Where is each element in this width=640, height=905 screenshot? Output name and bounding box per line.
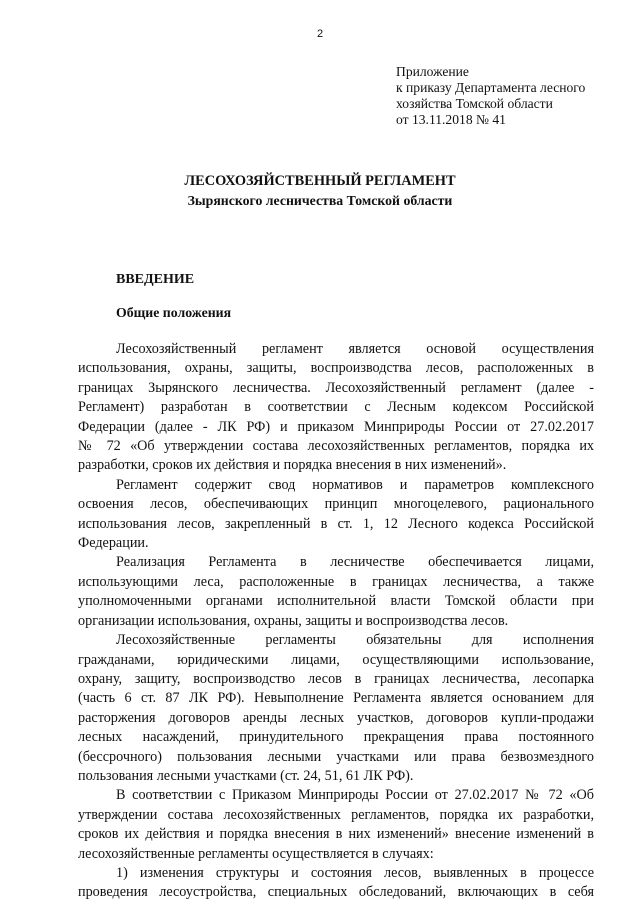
- paragraph: [78, 864, 594, 903]
- document-title: ЛЕСОХОЗЯЙСТВЕННЫЙ РЕГЛАМЕНТ: [184, 173, 456, 189]
- paragraph-line: № 72 «Об утверждении состава лесохозяйственных регламентов, порядка их: [78, 438, 594, 455]
- section-heading: ВВЕДЕНИЕ: [116, 272, 195, 287]
- paragraph-line: (часть 6 ст. 87 ЛК РФ). Невыполнение Регламента является основанием для: [78, 690, 594, 707]
- paragraph-line: Реализация Регламента в лесничестве обеспечивается лицами,: [116, 554, 594, 571]
- paragraph-line: Регламент содержит свод нормативов и параметров комплексного: [116, 476, 594, 493]
- paragraph-line: 1) изменения структуры и состояния лесов, выявленных в процессе: [116, 864, 594, 881]
- paragraph-line: Федерации (далее - ЛК РФ) и приказом Минприроды России от 27.02.2017: [78, 418, 594, 435]
- paragraph: [78, 476, 594, 554]
- paragraph-line: организации использования, охраны, защиты и воспроизводства лесов.: [78, 612, 509, 629]
- paragraph: [78, 340, 594, 476]
- paragraph-line: Регламент) разработан в соответствии с Лесным кодексом Российской: [78, 399, 594, 416]
- paragraph-line: пользования лесными участками (ст. 24, 51, 61 ЛК РФ).: [78, 767, 414, 784]
- appendix-line: от 13.11.2018 № 41: [396, 112, 506, 127]
- appendix-block: [396, 64, 585, 128]
- body-text: [78, 340, 594, 903]
- paragraph-line: уполномоченными органами исполнительной власти Томской области при: [78, 593, 594, 610]
- paragraph: [78, 553, 594, 631]
- paragraph-line: Федерации.: [78, 535, 149, 552]
- paragraph-line: разработки, сроков их действия и порядка внесения в них изменений».: [78, 457, 507, 474]
- paragraph-line: расторжения договоров аренды лесных участков, договоров купли-продажи: [78, 709, 594, 726]
- paragraph-line: В соответствии с Приказом Минприроды России от 27.02.2017 № 72 «Об: [116, 787, 594, 804]
- paragraph-line: сроков их действия и порядка внесения в них изменений» внесение изменений в: [78, 826, 594, 843]
- paragraph-line: лесных насаждений, принудительного прекращения права постоянного: [78, 729, 594, 746]
- paragraph-line: лесохозяйственные регламенты осуществляется в случаях:: [78, 845, 434, 862]
- subheading: Общие положения: [116, 305, 232, 320]
- paragraph-line: Лесохозяйственный регламент является основой осуществления: [116, 341, 594, 357]
- paragraph-line: гражданами, юридическими лицами, осуществляющими использование,: [78, 651, 594, 668]
- document-subtitle: Зырянского лесничества Томской области: [187, 193, 453, 208]
- appendix-line: хозяйства Томской области: [396, 96, 553, 111]
- paragraph-line: Лесохозяйственные регламенты обязательны для исполнения: [116, 632, 594, 649]
- paragraph: [78, 786, 594, 864]
- paragraph: [78, 631, 594, 786]
- paragraph-line: использования лесов, закрепленный в ст. 1, 12 Лесного кодекса Российской: [78, 515, 594, 532]
- paragraph-line: охрану, защиту, воспроизводство лесов в границах лесничества, лесопарка: [78, 670, 594, 687]
- appendix-line: Приложение: [396, 64, 469, 79]
- appendix-line: к приказу Департамента лесного: [396, 80, 586, 95]
- paragraph-line: (бессрочного) пользования лесными участками или права безвозмездного: [78, 748, 594, 765]
- paragraph-line: освоения лесов, обеспечивающих принцип многоцелевого, рационального: [78, 496, 594, 513]
- paragraph-line: использующими леса, расположенные в границах лесничества, а также: [78, 573, 594, 590]
- paragraph-line: утверждении состава лесохозяйственных регламентов, порядка их разработки,: [78, 806, 594, 823]
- paragraph-line: использования, охраны, защиты, воспроизводства лесов, расположенных в: [78, 360, 594, 377]
- paragraph-line: границах Зырянского лесничества. Лесохозяйственный регламент (далее -: [78, 379, 594, 396]
- page-number: 2: [316, 28, 324, 40]
- paragraph-line: проведения лесоустройства, специальных обследований, включающих в себя: [78, 884, 594, 901]
